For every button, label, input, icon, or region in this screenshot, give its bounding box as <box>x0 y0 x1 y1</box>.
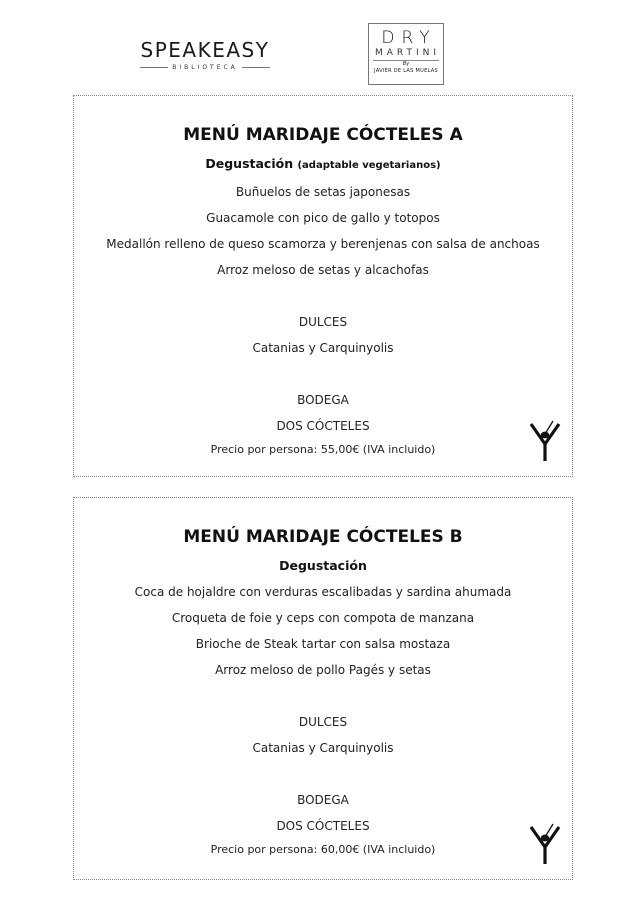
dessert-item: Catanias y Carquinyolis <box>252 341 394 355</box>
speakeasy-logo-subtitle: BIBLIOTECA <box>172 64 238 71</box>
price-label: Precio por persona: 55,00€ (IVA incluido) <box>210 443 436 456</box>
menu-subtitle <box>74 155 572 175</box>
dish-list <box>74 579 572 683</box>
dish-item: Arroz meloso de setas y alcachofas <box>217 263 429 277</box>
drinks-section <box>74 387 572 461</box>
menu-card-a <box>73 95 573 477</box>
dessert-item: Catanias y Carquinyolis <box>252 741 394 755</box>
martini-glass-icon <box>528 420 562 462</box>
speakeasy-logo-subtitle-row <box>130 64 280 71</box>
dry-martini-logo-line1: DRY <box>381 28 437 48</box>
dessert-section <box>74 709 572 761</box>
speakeasy-logo-name: SPEAKEASY <box>140 38 270 62</box>
martini-glass-icon <box>528 823 562 865</box>
dry-martini-logo-line2: MARTINI <box>374 48 441 58</box>
menu-subtitle-note: (adaptable vegetarianos) <box>297 160 441 171</box>
divider <box>140 67 168 68</box>
dish-item: Brioche de Steak tartar con salsa mostaza <box>195 637 451 651</box>
menu-subtitle <box>74 557 572 575</box>
dish-item: Guacamole con pico de gallo y totopos <box>206 211 440 225</box>
dish-item: Medallón relleno de queso scamorza y berenjenas con salsa de anchoas <box>106 237 540 251</box>
drinks-item: DOS CÓCTELES <box>276 819 370 833</box>
dessert-section <box>74 309 572 361</box>
menu-subtitle-text: Degustación <box>279 558 367 573</box>
dish-item: Buñuelos de setas japonesas <box>235 185 411 199</box>
dish-item: Arroz meloso de pollo Pagés y setas <box>215 663 431 677</box>
drinks-section <box>74 787 572 861</box>
menu-card-b <box>73 497 573 880</box>
menu-title: MENÚ MARIDAJE CÓCTELES A <box>183 125 463 145</box>
divider <box>242 67 270 68</box>
drinks-heading: BODEGA <box>297 393 349 407</box>
dessert-heading: DULCES <box>298 715 348 729</box>
dish-list <box>74 179 572 283</box>
dish-item: Croqueta de foie y ceps con compota de manzana <box>171 611 475 625</box>
dry-martini-logo-by: By <box>373 60 439 67</box>
price-label: Precio por persona: 60,00€ (IVA incluido) <box>210 843 436 856</box>
speakeasy-logo <box>130 38 280 71</box>
drinks-heading: BODEGA <box>297 793 349 807</box>
dessert-heading: DULCES <box>298 315 348 329</box>
drinks-item: DOS CÓCTELES <box>276 419 370 433</box>
dry-martini-logo-line3: JAVIER DE LAS MUELAS <box>374 68 438 74</box>
dish-item: Coca de hojaldre con verduras escalibadas y sardina ahumada <box>134 585 512 599</box>
menu-title: MENÚ MARIDAJE CÓCTELES B <box>183 527 463 547</box>
menu-subtitle-text: Degustación <box>205 156 298 171</box>
dry-martini-logo <box>368 23 444 85</box>
